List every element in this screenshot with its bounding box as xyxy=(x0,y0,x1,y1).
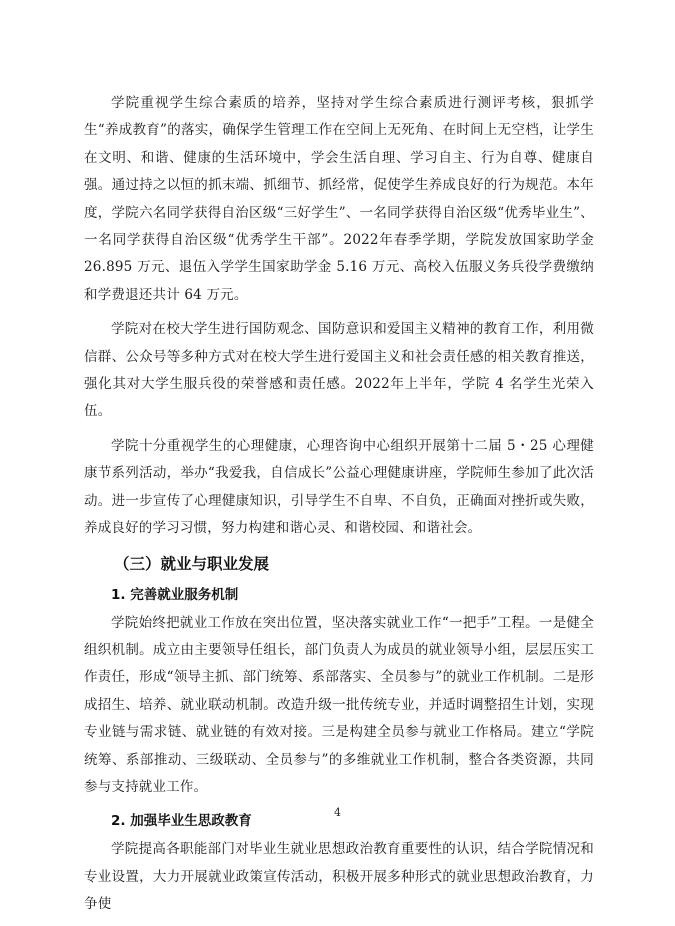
paragraph-student-quality: 学院重视学生综合素质的培养，坚持对学生综合素质进行测评考核，狠抓学生“养成教育”的落实，确保学生管理工作在空间上无死角、在时间上无空档，让学生在文明、和谐、健康的生活环境中，学会生活自理、学习自主、行为自尊、健康自强。通过持之以恒的抓末端、抓细节、抓经常，促使学生养成良好的行为规范。本年度，学院六名同学获得自治区级“三好学生”、一名同学获得自治区级“优秀毕业生”、一名同学获得自治区级“优秀学生干部”。2022年春季学期，学院发放国家助学金 26.895 万元、退伍入学学生国家助学金 5.16 万元、高校入伍服义务兵役学费缴纳和学费退还共计 64 万元。 xyxy=(84,95,594,303)
paragraph-mental-health: 学院十分重视学生的心理健康，心理咨询中心组织开展第十二届 5・25 心理健康节系列活动，举办“我爱我，自信成长”公益心理健康讲座，学院师生参加了此次活动。进一步宣传了心理健康知识，引导学生不自卑、不自负，正确面对挫折或失败，养成良好的学习习惯，努力构建和谐心灵、和谐校园、和谐社会。 xyxy=(84,437,594,537)
page-number: 4 xyxy=(334,806,341,819)
paragraph-national-defense: 学院对在校大学生进行国防观念、国防意识和爱国主义精神的教育工作，利用微信群、公众号等多种方式对在校大学生进行爱国主义和社会责任感的相关教育推送，强化其对大学生服兵役的荣誉感和责任感。2022年上半年，学院 4 名学生光荣入伍。 xyxy=(84,321,594,420)
subsection-heading-2: 2. 加强毕业生思政教育 xyxy=(111,813,252,830)
paragraph-graduate-education: 学院提高各职能部门对毕业生就业思想政治教育重要性的认识，结合学院情况和专业设置，大力开展就业政策宣传活动，积极开展多种形式的就业思想政治教育，力争使 xyxy=(84,841,594,913)
paragraph-employment-mechanism: 学院始终把就业工作放在突出位置，坚决落实就业工作“一把手”工程。一是健全组织机制。成立由主要领导任组长，部门负责人为成员的就业领导小组，层层压实工作责任，形成“领导主抓、部门统筹、系部落实、全员参与”的就业工作机制。二是形成招生、培养、就业联动机制。改造升级一批传统专业，并适时调整招生计划，实现专业链与需求链、就业链的有效对接。三是构建全员参与就业工作格局。建立“学院统筹、系部推动、三级联动、全员参与”的多维就业工作机制，整合各类资源，共同参与支持就业工作。 xyxy=(84,614,594,795)
section-heading: （三）就业与职业发展 xyxy=(114,554,270,573)
subsection-heading-1: 1. 完善就业服务机制 xyxy=(111,586,239,603)
page-body xyxy=(84,90,594,926)
